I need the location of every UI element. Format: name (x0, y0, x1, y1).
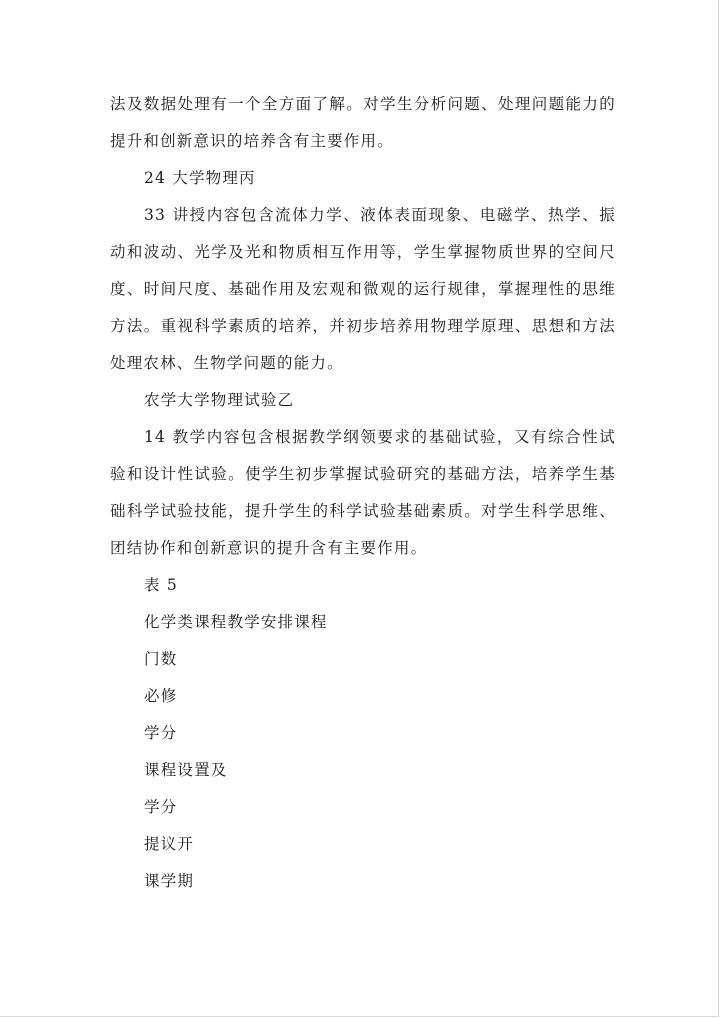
paragraph-course-title-physics: 24 大学物理丙 (144, 169, 256, 187)
table-header-line: 学分 (144, 724, 178, 742)
table-header-line: 提议开 (144, 835, 195, 853)
document-body (110, 86, 616, 900)
table-header-line: 课学期 (144, 872, 195, 890)
table-header-line: 必修 (144, 687, 178, 705)
table-header-line: 门数 (144, 650, 178, 668)
paragraph-physics-description: 33 讲授内容包含流体力学、液体表面现象、电磁学、热学、振动和波动、光学及光和物质相互作用等，学生掌握物质世界的空间尺度、时间尺度、基础作用及宏观和微观的运行规律，掌握理性的思维方法。重视科学素质的培养，并初步培养用物理学原理、思想和方法处理农林、生物学问题的能力。 (110, 206, 616, 372)
paragraph-course-title-lab: 农学大学物理试验乙 (144, 391, 295, 409)
paragraph-lab-description: 14 教学内容包含根据教学纲领要求的基础试验，又有综合性试验和设计性试验。使学生初步掌握试验研究的基础方法，培养学生基础科学试验技能，提升学生的科学试验基础素质。对学生科学思维、团结协作和创新意识的提升含有主要作用。 (110, 428, 616, 557)
table-header-line: 化学类课程教学安排课程 (144, 613, 328, 631)
paragraph-continuation: 法及数据处理有一个全方面了解。对学生分析问题、处理问题能力的提升和创新意识的培养含有主要作用。 (110, 95, 616, 150)
table-header-line: 课程设置及 (144, 761, 228, 779)
table-caption: 表 5 (144, 576, 178, 594)
table-header-line: 学分 (144, 798, 178, 816)
